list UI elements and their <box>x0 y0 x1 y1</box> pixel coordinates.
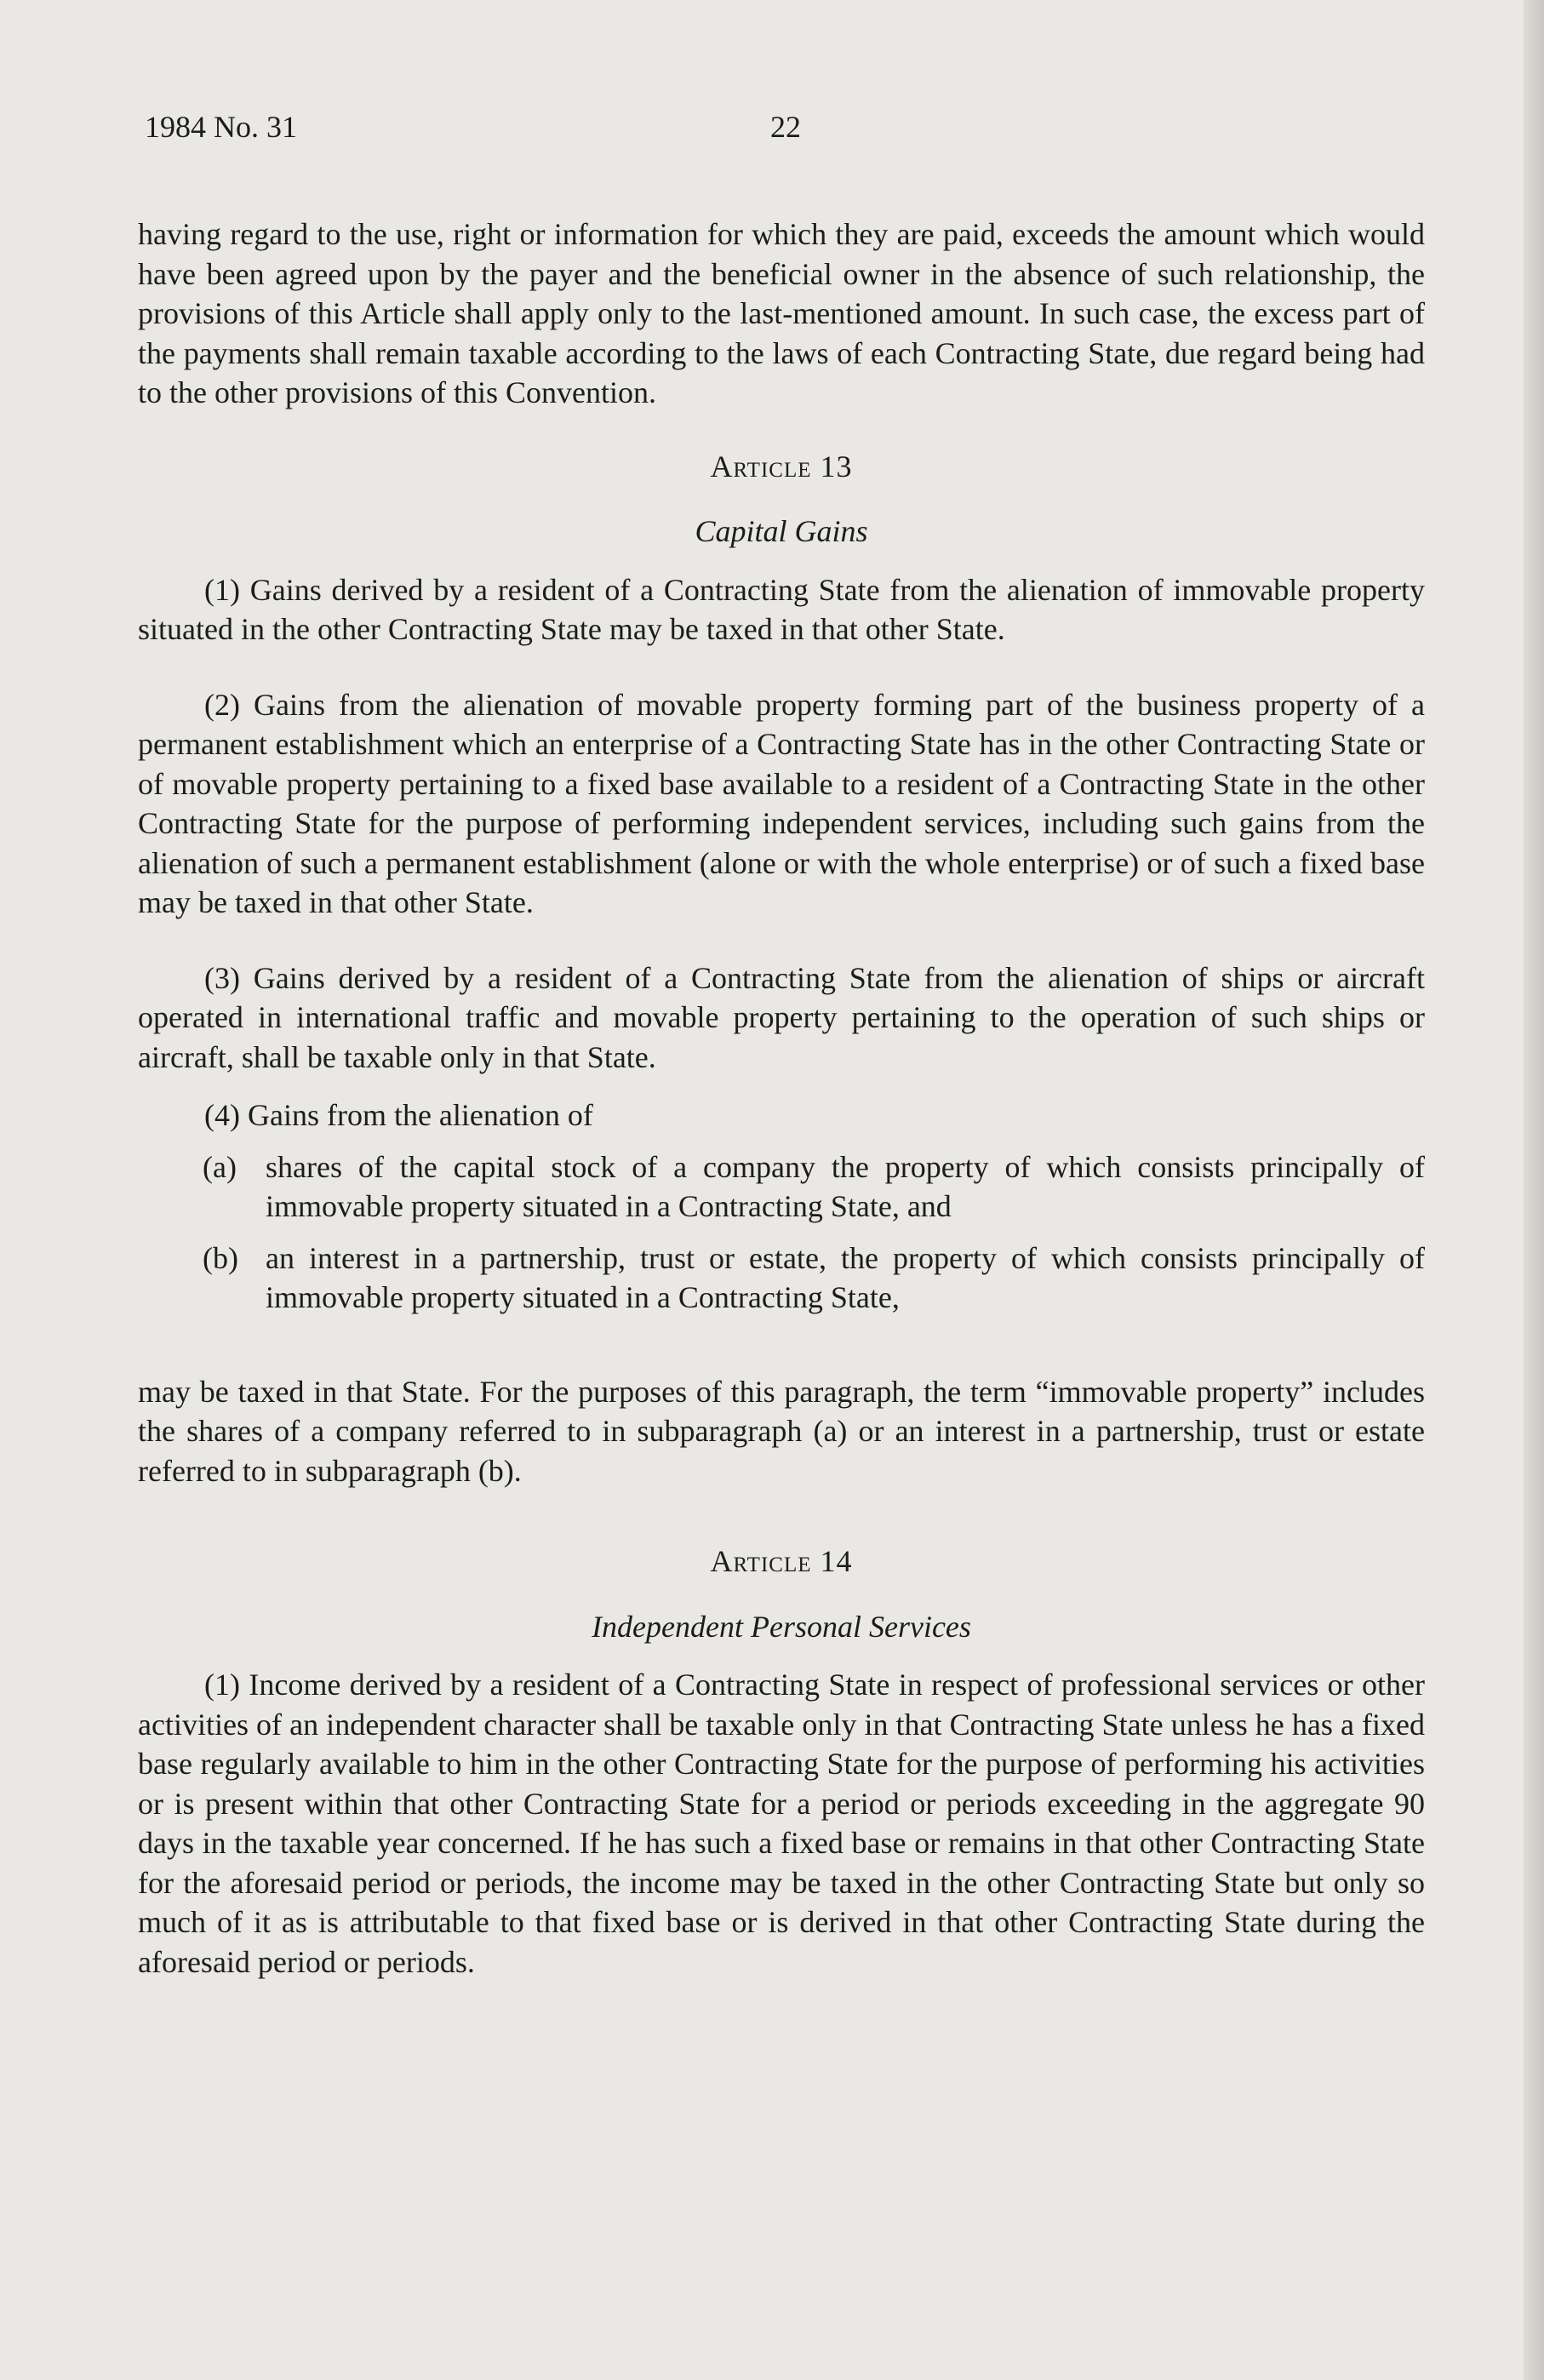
subparagraph-b-text: an interest in a partnership, trust or estate, the property of which consists principally of immovable property situated in a Contracting State, <box>266 1240 1425 1314</box>
article-13-paragraph-1: (1) Gains derived by a resident of a Contracting State from the alienation of immovable property situated in the other Contracting State may be taxed in that other State. <box>138 572 1425 646</box>
article-13-heading: Article 13 <box>710 449 853 483</box>
article-14-title: Independent Personal Services <box>592 1609 971 1644</box>
article-13-paragraph-2: (2) Gains from the alienation of movable property forming part of the business property of a permanent establishment which an enterprise of a Contracting State has in the other Contracting State or of movable property pertaining to a fixed base available to a resident of a Contracting State in the other Contracting State for the purpose of performing independent services, including such gains from the alienation of such a permanent establishment (alone or with the whole enterprise) or of such a fixed base may be taxed in that other State. <box>138 687 1425 919</box>
subparagraph-a-label: (a) <box>203 1149 237 1184</box>
subparagraph-b <box>138 1239 1425 1318</box>
page-body <box>138 215 1425 1982</box>
running-head <box>145 109 1438 152</box>
subparagraph-b-label: (b) <box>203 1240 238 1275</box>
article-13-paragraph-4-close: may be taxed in that State. For the purposes of this paragraph, the term “immovable property” includes the shares of a company referred to in subparagraph (a) or an interest in a partnership, trust or estate referred to in subparagraph (b). <box>138 1374 1425 1488</box>
article-13-title: Capital Gains <box>695 514 868 548</box>
continued-paragraph: having regard to the use, right or information for which they are paid, exceeds the amount which would have been agreed upon by the payer and the beneficial owner in the absence of such relationship, the provisions of this Article shall apply only to the last-mentioned amount. In such case, the excess part of the payments shall remain taxable according to the laws of each Contracting State, due regard being had to the other provisions of this Convention. <box>138 217 1425 409</box>
page-edge <box>1524 0 1544 2380</box>
article-13-paragraph-4: (4) Gains from the alienation of <box>204 1098 593 1132</box>
subparagraph-a <box>138 1147 1425 1227</box>
page-number: 22 <box>770 110 801 144</box>
subparagraph-a-text: shares of the capital stock of a company the property of which consists principally of immovable property situated in a Contracting State, and <box>266 1149 1425 1223</box>
article-14-paragraph-1: (1) Income derived by a resident of a Contracting State in respect of professional services or other activities of an independent character shall be taxable only in that Contracting State unless he has a fixed base regularly available to him in the other Contracting State for the purpose of performing his activities or is present within that other Contracting State for a period or periods exceeding in the aggregate 90 days in the taxable year concerned. If he has such a fixed base or remains in that other Contracting State for the aforesaid period or periods, the income may be taxed in the other Contracting State but only so much of it as is attributable to that fixed base or is derived in that other Contracting State during the aforesaid period or periods. <box>138 1668 1425 1979</box>
statute-reference: 1984 No. 31 <box>145 110 297 144</box>
article-13-paragraph-3: (3) Gains derived by a resident of a Contracting State from the alienation of ships or aircraft operated in international traffic and movable property pertaining to the operation of such ships or aircraft, shall be taxable only in that State. <box>138 960 1425 1074</box>
article-14-heading: Article 14 <box>710 1544 853 1578</box>
